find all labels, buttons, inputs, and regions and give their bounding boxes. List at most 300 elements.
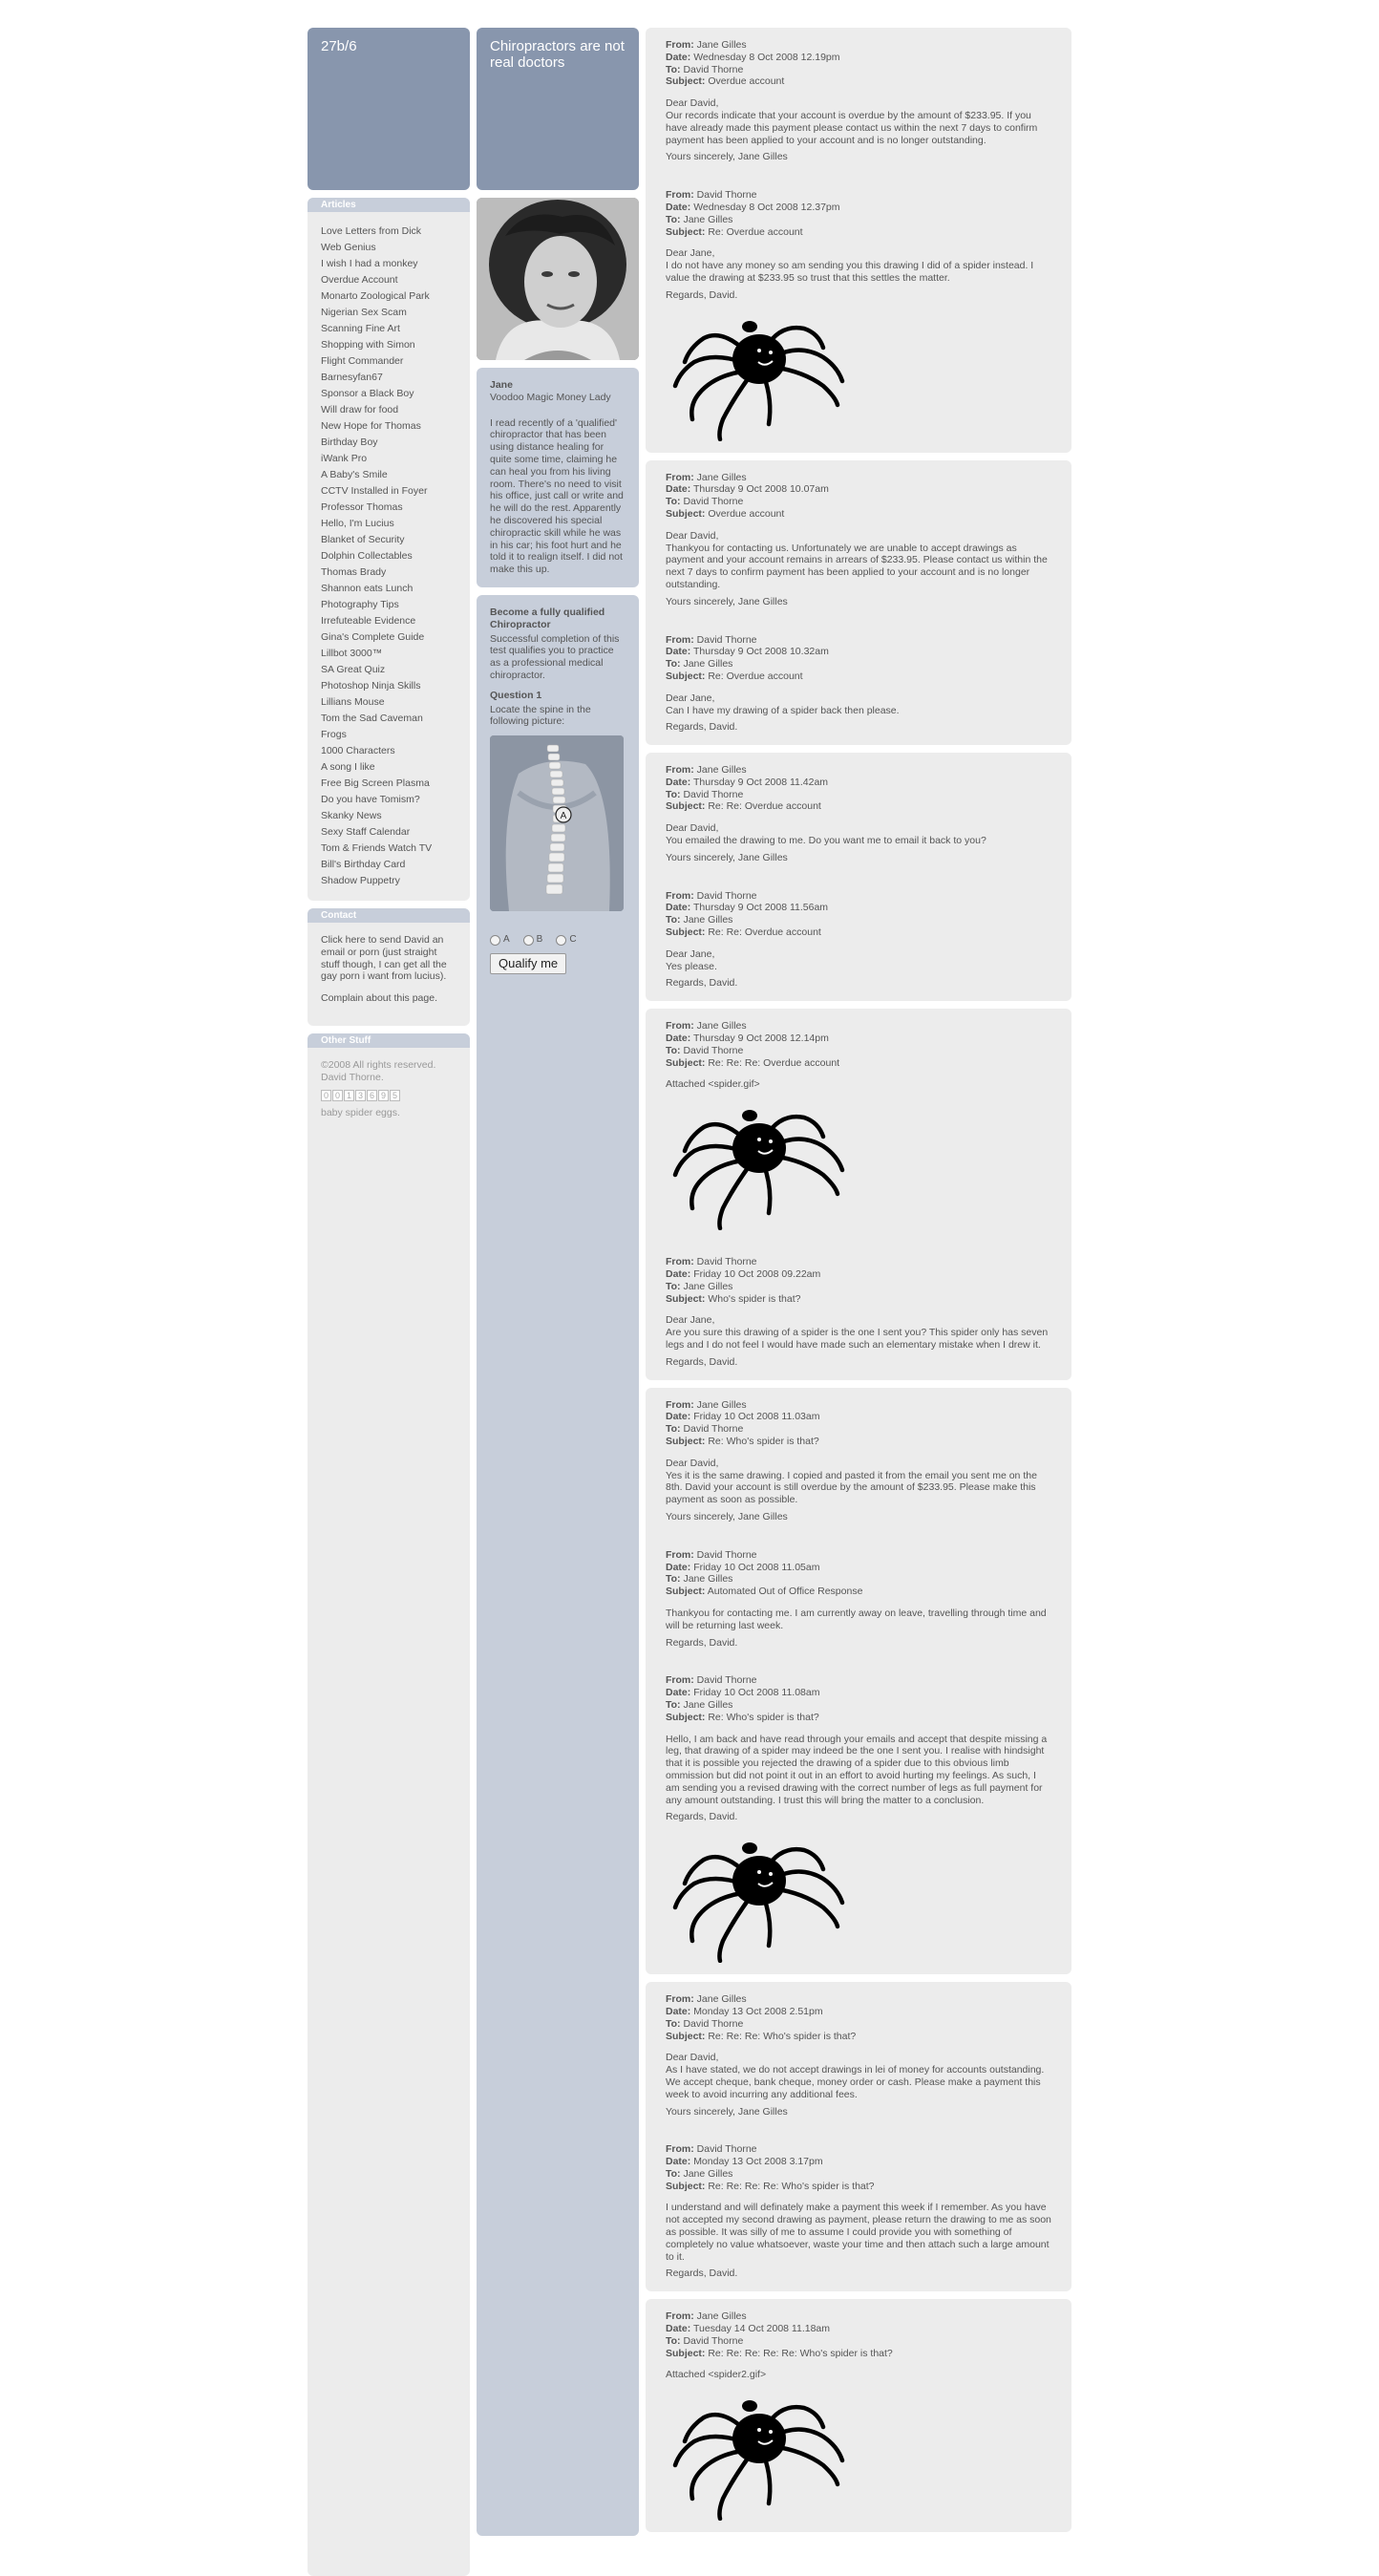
header-to-value: David Thorne xyxy=(683,2017,744,2030)
header-subject-label: Subject: xyxy=(666,1292,706,1305)
article-link[interactable]: A Baby's Smile xyxy=(321,469,388,480)
email-greeting: Dear Jane, xyxy=(666,947,715,960)
header-to-value: David Thorne xyxy=(683,1423,744,1436)
article-link[interactable]: Overdue Account xyxy=(321,274,398,286)
header-to-label: To: xyxy=(666,1573,681,1586)
header-subject-value: Overdue account xyxy=(708,75,785,88)
header-subject-value: Who's spider is that? xyxy=(708,1292,801,1305)
email-body xyxy=(666,2369,1051,2381)
email-header xyxy=(666,1399,1051,1448)
email-paragraph: Yes please. xyxy=(666,960,717,972)
header-subject-label: Subject: xyxy=(666,670,706,682)
header-date-value: Thursday 9 Oct 2008 11.42am xyxy=(693,776,829,788)
header-from-value: Jane Gilles xyxy=(696,471,747,483)
header-date-value: Friday 10 Oct 2008 11.03am xyxy=(693,1411,820,1423)
header-date xyxy=(666,2006,1051,2018)
email-greeting: Dear Jane, xyxy=(666,1314,715,1327)
header-subject-value: Re: Who's spider is that? xyxy=(708,1436,819,1447)
article-link[interactable]: 1000 Characters xyxy=(321,745,395,756)
header-to xyxy=(666,1423,1051,1436)
header-date-label: Date: xyxy=(666,1268,691,1281)
email-message xyxy=(666,2310,1051,2521)
email-header xyxy=(666,2143,1051,2192)
header-subject xyxy=(666,1057,1051,1070)
contact-link[interactable]: Click here to send David an email or porn (just straight stuff though, I can get all the gay porn i want from lucius). xyxy=(321,934,447,983)
email-header xyxy=(666,890,1051,939)
header-subject-value: Re: Overdue account xyxy=(708,225,803,238)
article-link[interactable]: Bill's Birthday Card xyxy=(321,859,406,870)
email-greeting: Dear David, xyxy=(666,2052,719,2064)
header-from-value: David Thorne xyxy=(696,2143,757,2156)
header-date xyxy=(666,2323,1051,2335)
other-stuff-panel xyxy=(308,1033,470,2576)
spider-drawing xyxy=(666,1831,857,1963)
header-subject xyxy=(666,671,1051,683)
header-subject-label: Subject: xyxy=(666,507,706,520)
copyright-text: ©2008 All rights reserved. David Thorne. xyxy=(321,1058,436,1083)
counter-digit: 0 xyxy=(332,1090,343,1101)
header-from-value: David Thorne xyxy=(696,1548,757,1561)
header-from xyxy=(666,189,1051,202)
header-to xyxy=(666,789,1051,801)
email-body xyxy=(666,1607,1051,1649)
email-message xyxy=(666,1993,1051,2118)
counter-caption: baby spider eggs. xyxy=(321,1106,400,1118)
email-signature: Regards, David. xyxy=(666,1811,738,1823)
header-to-value: David Thorne xyxy=(683,788,744,800)
email-greeting: Dear Jane, xyxy=(666,692,715,704)
header-to xyxy=(666,2168,1051,2181)
header-subject-value: Re: Re: Re: Who's spider is that? xyxy=(708,2030,857,2042)
counter-digit: 3 xyxy=(355,1090,366,1101)
email-column xyxy=(646,28,1071,2540)
header-date-value: Wednesday 8 Oct 2008 12.19pm xyxy=(693,51,840,63)
email-body xyxy=(666,692,1051,734)
header-from xyxy=(666,472,1051,484)
email-header xyxy=(666,1674,1051,1723)
email-message xyxy=(666,1256,1051,1368)
header-from xyxy=(666,1256,1051,1268)
header-to xyxy=(666,1573,1051,1586)
header-subject xyxy=(666,1586,1051,1598)
header-to-label: To: xyxy=(666,788,681,800)
article-link[interactable]: Shadow Puppetry xyxy=(321,875,400,886)
header-to-label: To: xyxy=(666,2167,681,2180)
email-box xyxy=(646,28,1071,453)
site-title-box xyxy=(308,28,470,190)
header-from xyxy=(666,1549,1051,1562)
email-paragraph: You emailed the drawing to me. Do you want me to email it back to you? xyxy=(666,835,987,847)
email-greeting: Dear David, xyxy=(666,822,719,835)
header-date-value: Monday 13 Oct 2008 2.51pm xyxy=(693,2005,823,2017)
header-to-label: To: xyxy=(666,1698,681,1711)
header-from xyxy=(666,1674,1051,1687)
quiz-card xyxy=(477,595,639,2536)
other-heading: Other Stuff xyxy=(308,1033,470,1048)
article-link[interactable]: Barnesyfan67 xyxy=(321,372,383,383)
header-date-label: Date: xyxy=(666,2005,691,2017)
article-link[interactable]: Blanket of Security xyxy=(321,534,405,545)
header-date xyxy=(666,483,1051,496)
header-subject-label: Subject: xyxy=(666,1436,706,1447)
article-link[interactable]: SA Great Quiz xyxy=(321,664,386,675)
article-link[interactable]: Do you have Tomism? xyxy=(321,794,420,805)
header-date-label: Date: xyxy=(666,1687,691,1699)
header-subject-label: Subject: xyxy=(666,926,706,939)
header-date-value: Thursday 9 Oct 2008 10.32am xyxy=(693,646,829,658)
quiz-intro: Successful completion of this test qualifies you to practice as a professional medical chiropractor. xyxy=(490,632,620,681)
header-from-label: From: xyxy=(666,889,694,902)
header-date-value: Friday 10 Oct 2008 11.08am xyxy=(693,1687,820,1699)
header-date-value: Monday 13 Oct 2008 3.17pm xyxy=(693,2156,823,2168)
header-from xyxy=(666,1020,1051,1033)
header-subject-label: Subject: xyxy=(666,800,706,813)
header-from-value: David Thorne xyxy=(696,633,757,646)
article-link[interactable]: A song I like xyxy=(321,761,375,773)
header-subject xyxy=(666,1293,1051,1306)
email-header xyxy=(666,1020,1051,1069)
radio-button[interactable] xyxy=(490,935,500,946)
header-to-label: To: xyxy=(666,2334,681,2347)
email-signature: Yours sincerely, Jane Gilles xyxy=(666,851,788,863)
header-to-value: David Thorne xyxy=(683,63,744,75)
header-to-value: Jane Gilles xyxy=(683,914,733,926)
header-subject xyxy=(666,2181,1051,2193)
header-to-value: Jane Gilles xyxy=(683,658,733,671)
radio-button[interactable] xyxy=(523,935,534,946)
header-from xyxy=(666,39,1051,52)
email-greeting: Dear David, xyxy=(666,1457,719,1469)
email-signature: Regards, David. xyxy=(666,1636,738,1649)
header-to-value: Jane Gilles xyxy=(683,2167,733,2180)
complain-link[interactable]: Complain about this page. xyxy=(321,992,437,1005)
email-signature: Yours sincerely, Jane Gilles xyxy=(666,595,788,607)
header-to xyxy=(666,658,1051,671)
email-header xyxy=(666,764,1051,813)
header-subject xyxy=(666,75,1051,88)
option-label: C xyxy=(569,934,577,946)
email-paragraph: Hello, I am back and have read through your emails and accept that despite missing a leg, that drawing of a spider may indeed be the one I sent you. I realise with hindsight that it is possible you rejected the drawing of a spider due to this obvious limb ommission but did not point it out in an effort to avoid hurting my feelings. As such, I am sending you a revised drawing with the correct number of legs as full payment for any amount outstanding. I trust this will bring the matter to a conclusion. xyxy=(666,1733,1048,1806)
header-date-label: Date: xyxy=(666,483,691,496)
header-from xyxy=(666,634,1051,647)
article-link[interactable]: Sexy Staff Calendar xyxy=(321,826,411,838)
header-date-value: Tuesday 14 Oct 2008 11.18am xyxy=(693,2323,831,2335)
header-from-value: Jane Gilles xyxy=(696,764,747,777)
header-date-value: Wednesday 8 Oct 2008 12.37pm xyxy=(693,201,840,213)
counter-digit: 5 xyxy=(390,1090,400,1101)
email-signature: Regards, David. xyxy=(666,2267,738,2280)
email-paragraph: Attached <spider2.gif> xyxy=(666,2369,767,2381)
email-signature: Regards, David. xyxy=(666,288,738,301)
email-header xyxy=(666,2310,1051,2359)
page-title-box xyxy=(477,28,639,190)
header-to-label: To: xyxy=(666,1423,681,1436)
email-message xyxy=(666,39,1051,163)
header-from-value: Jane Gilles xyxy=(696,39,747,51)
header-subject-label: Subject: xyxy=(666,2180,706,2192)
email-box xyxy=(646,1388,1071,1975)
email-paragraph: Attached <spider.gif> xyxy=(666,1078,760,1091)
option-label: A xyxy=(503,934,510,946)
email-message xyxy=(666,1020,1051,1230)
ad-card xyxy=(477,368,639,587)
header-date-label: Date: xyxy=(666,1033,691,1045)
articles-panel xyxy=(308,198,470,901)
counter-digit: 1 xyxy=(344,1090,354,1101)
article-link[interactable]: Professor Thomas xyxy=(321,501,403,513)
article-link[interactable]: Gina's Complete Guide xyxy=(321,631,425,643)
spider-drawing xyxy=(666,1098,857,1230)
header-date xyxy=(666,52,1051,64)
email-message xyxy=(666,1549,1051,1650)
header-subject-label: Subject: xyxy=(666,1711,706,1723)
header-to xyxy=(666,914,1051,926)
header-date xyxy=(666,902,1051,914)
article-link[interactable]: iWank Pro xyxy=(321,453,368,464)
email-signature: Yours sincerely, Jane Gilles xyxy=(666,1510,788,1522)
email-header xyxy=(666,189,1051,238)
email-header xyxy=(666,1549,1051,1598)
header-to xyxy=(666,214,1051,226)
email-header xyxy=(666,39,1051,88)
header-subject-value: Overdue account xyxy=(708,507,785,520)
header-subject-label: Subject: xyxy=(666,75,706,88)
header-to xyxy=(666,1281,1051,1293)
article-link[interactable]: Tom & Friends Watch TV xyxy=(321,842,433,854)
email-paragraph: Our records indicate that your account is overdue by the amount of $233.95. If you have already made this payment please contact us within the next 7 days to confirm payment has been applied to your account and is no longer outstanding. xyxy=(666,109,1038,146)
header-from-label: From: xyxy=(666,1256,694,1268)
answer-option[interactable] xyxy=(490,934,510,946)
header-to-value: Jane Gilles xyxy=(683,1573,733,1586)
question-text: Locate the spine in the following picture: xyxy=(490,703,591,728)
email-greeting: Dear David, xyxy=(666,97,719,110)
email-header xyxy=(666,1993,1051,2042)
email-paragraph: Thankyou for contacting me. I am currently away on leave, travelling through time and will be returning last week. xyxy=(666,1607,1047,1631)
article-link[interactable]: Skanky News xyxy=(321,810,382,821)
header-subject xyxy=(666,800,1051,813)
ad-tagline: Voodoo Magic Money Lady xyxy=(490,391,611,403)
spider-drawing xyxy=(666,309,857,441)
option-label: B xyxy=(536,934,543,946)
spine-picture xyxy=(490,735,624,911)
site-title[interactable]: 27b/6 xyxy=(321,38,357,54)
header-to-value: Jane Gilles xyxy=(683,1698,733,1711)
header-subject-label: Subject: xyxy=(666,2030,706,2042)
article-link[interactable]: Photoshop Ninja Skills xyxy=(321,680,421,692)
header-to-label: To: xyxy=(666,213,681,225)
spine-marker: A xyxy=(560,811,567,822)
header-to-label: To: xyxy=(666,658,681,671)
email-message xyxy=(666,472,1051,608)
header-subject-value: Re: Re: Overdue account xyxy=(708,926,821,939)
article-link[interactable]: Shopping with Simon xyxy=(321,339,415,351)
article-link[interactable]: Dolphin Collectables xyxy=(321,550,413,562)
header-subject-value: Automated Out of Office Response xyxy=(707,1586,863,1598)
email-paragraph: As I have stated, we do not accept drawings in lei of money for accounts outstanding. We accept cheque, bank cheque, money order or cash. Please make a payment this week to avoid incurring any additional fees. xyxy=(666,2064,1045,2100)
header-to xyxy=(666,1045,1051,1057)
qualify-button[interactable]: Qualify me xyxy=(490,953,566,974)
radio-button[interactable] xyxy=(556,935,566,946)
email-box xyxy=(646,460,1071,746)
counter-digit: 9 xyxy=(378,1090,389,1101)
header-from-value: David Thorne xyxy=(696,189,757,202)
header-subject-label: Subject: xyxy=(666,2347,706,2359)
header-from-label: From: xyxy=(666,189,694,202)
question-label: Question 1 xyxy=(490,689,542,701)
header-from-label: From: xyxy=(666,471,694,483)
header-date-label: Date: xyxy=(666,646,691,658)
contact-panel xyxy=(308,908,470,1026)
header-date-label: Date: xyxy=(666,2323,691,2335)
article-link[interactable]: Scanning Fine Art xyxy=(321,323,400,334)
article-link[interactable]: Free Big Screen Plasma xyxy=(321,777,430,789)
header-from-value: Jane Gilles xyxy=(696,1020,747,1033)
email-message xyxy=(666,1399,1051,1523)
header-to xyxy=(666,1699,1051,1712)
email-message xyxy=(666,1674,1051,1963)
header-date-label: Date: xyxy=(666,1561,691,1573)
article-link[interactable]: Love Letters from Dick xyxy=(321,225,422,237)
header-date-label: Date: xyxy=(666,201,691,213)
email-greeting: Dear Jane, xyxy=(666,247,715,260)
email-message xyxy=(666,2143,1051,2280)
article-link[interactable]: Frogs xyxy=(321,729,347,740)
header-date xyxy=(666,646,1051,658)
header-date-label: Date: xyxy=(666,776,691,788)
email-body xyxy=(666,948,1051,990)
header-to-label: To: xyxy=(666,1280,681,1292)
header-from xyxy=(666,2310,1051,2323)
email-body xyxy=(666,530,1051,608)
ad-text: I read recently of a 'qualified' chiropractor that has been using distance healing for quite some time, claiming he can heal you from his living room. There's no need to visit his office, just call or write and he will do the rest. Apparently he discovered his special chiropractic skill while he was in his car; his foot hurt and he told it to realign itself. I did not make this up. xyxy=(490,416,624,576)
header-from xyxy=(666,2143,1051,2156)
header-subject-value: Re: Re: Re: Overdue account xyxy=(708,1056,840,1069)
email-paragraph: Thankyou for contacting us. Unfortunately we are unable to accept drawings as payment and your account remains in arrears of $233.95. Please contact us within the next 7 days to confirm payment has been applied to your account and is no longer outstanding. xyxy=(666,542,1048,590)
header-from-label: From: xyxy=(666,1993,694,2006)
portrait-photo xyxy=(477,198,639,360)
header-from xyxy=(666,1399,1051,1412)
header-from xyxy=(666,764,1051,777)
header-subject-value: Re: Who's spider is that? xyxy=(708,1711,819,1723)
email-paragraph: Can I have my drawing of a spider back then please. xyxy=(666,704,900,716)
header-subject xyxy=(666,226,1051,239)
header-date xyxy=(666,1687,1051,1699)
article-link[interactable]: Photography Tips xyxy=(321,599,399,610)
header-to-label: To: xyxy=(666,496,681,508)
email-box xyxy=(646,1982,1071,2291)
answer-option[interactable] xyxy=(556,934,576,946)
header-from-value: David Thorne xyxy=(696,889,757,902)
header-to-label: To: xyxy=(666,2017,681,2030)
answer-option[interactable] xyxy=(523,934,543,946)
header-from-label: From: xyxy=(666,1020,694,1033)
header-subject xyxy=(666,1712,1051,1724)
header-to-value: Jane Gilles xyxy=(683,1280,733,1292)
article-link[interactable]: Hello, I'm Lucius xyxy=(321,518,394,529)
header-date-label: Date: xyxy=(666,51,691,63)
header-date xyxy=(666,202,1051,214)
article-link[interactable]: I wish I had a monkey xyxy=(321,258,418,269)
header-from xyxy=(666,890,1051,903)
header-date xyxy=(666,1562,1051,1574)
header-to-value: David Thorne xyxy=(683,496,744,508)
header-date xyxy=(666,1033,1051,1045)
header-subject-value: Re: Overdue account xyxy=(708,670,803,682)
header-to xyxy=(666,2018,1051,2031)
articles-list xyxy=(308,212,470,889)
email-paragraph: Yes it is the same drawing. I copied and pasted it from the email you sent me on the 8th. David your account is still overdue by the amount of $233.95. Please make this payment as soon as possible. xyxy=(666,1469,1037,1506)
article-link[interactable]: Irrefuteable Evidence xyxy=(321,615,416,627)
header-date-value: Thursday 9 Oct 2008 12.14pm xyxy=(693,1033,829,1045)
header-to xyxy=(666,2335,1051,2348)
header-subject-label: Subject: xyxy=(666,225,706,238)
article-link[interactable]: Monarto Zoological Park xyxy=(321,290,430,302)
header-from-label: From: xyxy=(666,2143,694,2156)
header-date xyxy=(666,777,1051,789)
header-date-label: Date: xyxy=(666,1411,691,1423)
header-to-label: To: xyxy=(666,63,681,75)
email-box xyxy=(646,753,1071,1001)
header-to-label: To: xyxy=(666,1044,681,1056)
page-title: Chiropractors are not real doctors xyxy=(490,38,625,71)
article-link[interactable]: Lillbot 3000™ xyxy=(321,648,383,659)
article-link[interactable]: Web Genius xyxy=(321,242,376,253)
article-link[interactable]: Tom the Sad Caveman xyxy=(321,713,423,724)
email-signature: Yours sincerely, Jane Gilles xyxy=(666,151,788,163)
header-subject-label: Subject: xyxy=(666,1056,706,1069)
header-from-label: From: xyxy=(666,1548,694,1561)
header-date-value: Thursday 9 Oct 2008 11.56am xyxy=(693,902,829,914)
email-header xyxy=(666,634,1051,683)
header-subject xyxy=(666,926,1051,939)
email-header xyxy=(666,472,1051,521)
article-link[interactable]: CCTV Installed in Foyer xyxy=(321,485,428,497)
article-link[interactable]: Will draw for food xyxy=(321,404,399,415)
article-link[interactable]: Birthday Boy xyxy=(321,436,378,448)
header-from-value: Jane Gilles xyxy=(696,1398,747,1411)
email-box xyxy=(646,1009,1071,1379)
article-link[interactable]: Shannon eats Lunch xyxy=(321,583,414,594)
article-link[interactable]: Sponsor a Black Boy xyxy=(321,388,414,399)
header-to-value: Jane Gilles xyxy=(683,213,733,225)
article-link[interactable]: Lillians Mouse xyxy=(321,696,385,708)
email-signature: Yours sincerely, Jane Gilles xyxy=(666,2105,788,2118)
header-date xyxy=(666,1411,1051,1423)
hit-counter xyxy=(321,1090,456,1101)
header-date-value: Friday 10 Oct 2008 09.22am xyxy=(693,1268,821,1281)
header-to-value: David Thorne xyxy=(683,1044,744,1056)
header-subject xyxy=(666,2031,1051,2043)
email-message xyxy=(666,764,1051,864)
article-link[interactable]: Flight Commander xyxy=(321,355,404,367)
email-body xyxy=(666,247,1051,301)
email-signature: Regards, David. xyxy=(666,721,738,734)
article-link[interactable]: New Hope for Thomas xyxy=(321,420,421,432)
email-message xyxy=(666,634,1051,734)
header-from-value: David Thorne xyxy=(696,1256,757,1268)
email-body xyxy=(666,1078,1051,1091)
header-subject xyxy=(666,1436,1051,1448)
article-link[interactable]: Thomas Brady xyxy=(321,566,387,578)
email-body xyxy=(666,822,1051,863)
header-subject-label: Subject: xyxy=(666,1586,706,1598)
header-from-value: Jane Gilles xyxy=(696,2310,747,2323)
email-header xyxy=(666,1256,1051,1305)
header-from-value: Jane Gilles xyxy=(696,1993,747,2006)
spider-drawing xyxy=(666,2389,857,2521)
article-link[interactable]: Nigerian Sex Scam xyxy=(321,307,407,318)
counter-digit: 0 xyxy=(321,1090,331,1101)
